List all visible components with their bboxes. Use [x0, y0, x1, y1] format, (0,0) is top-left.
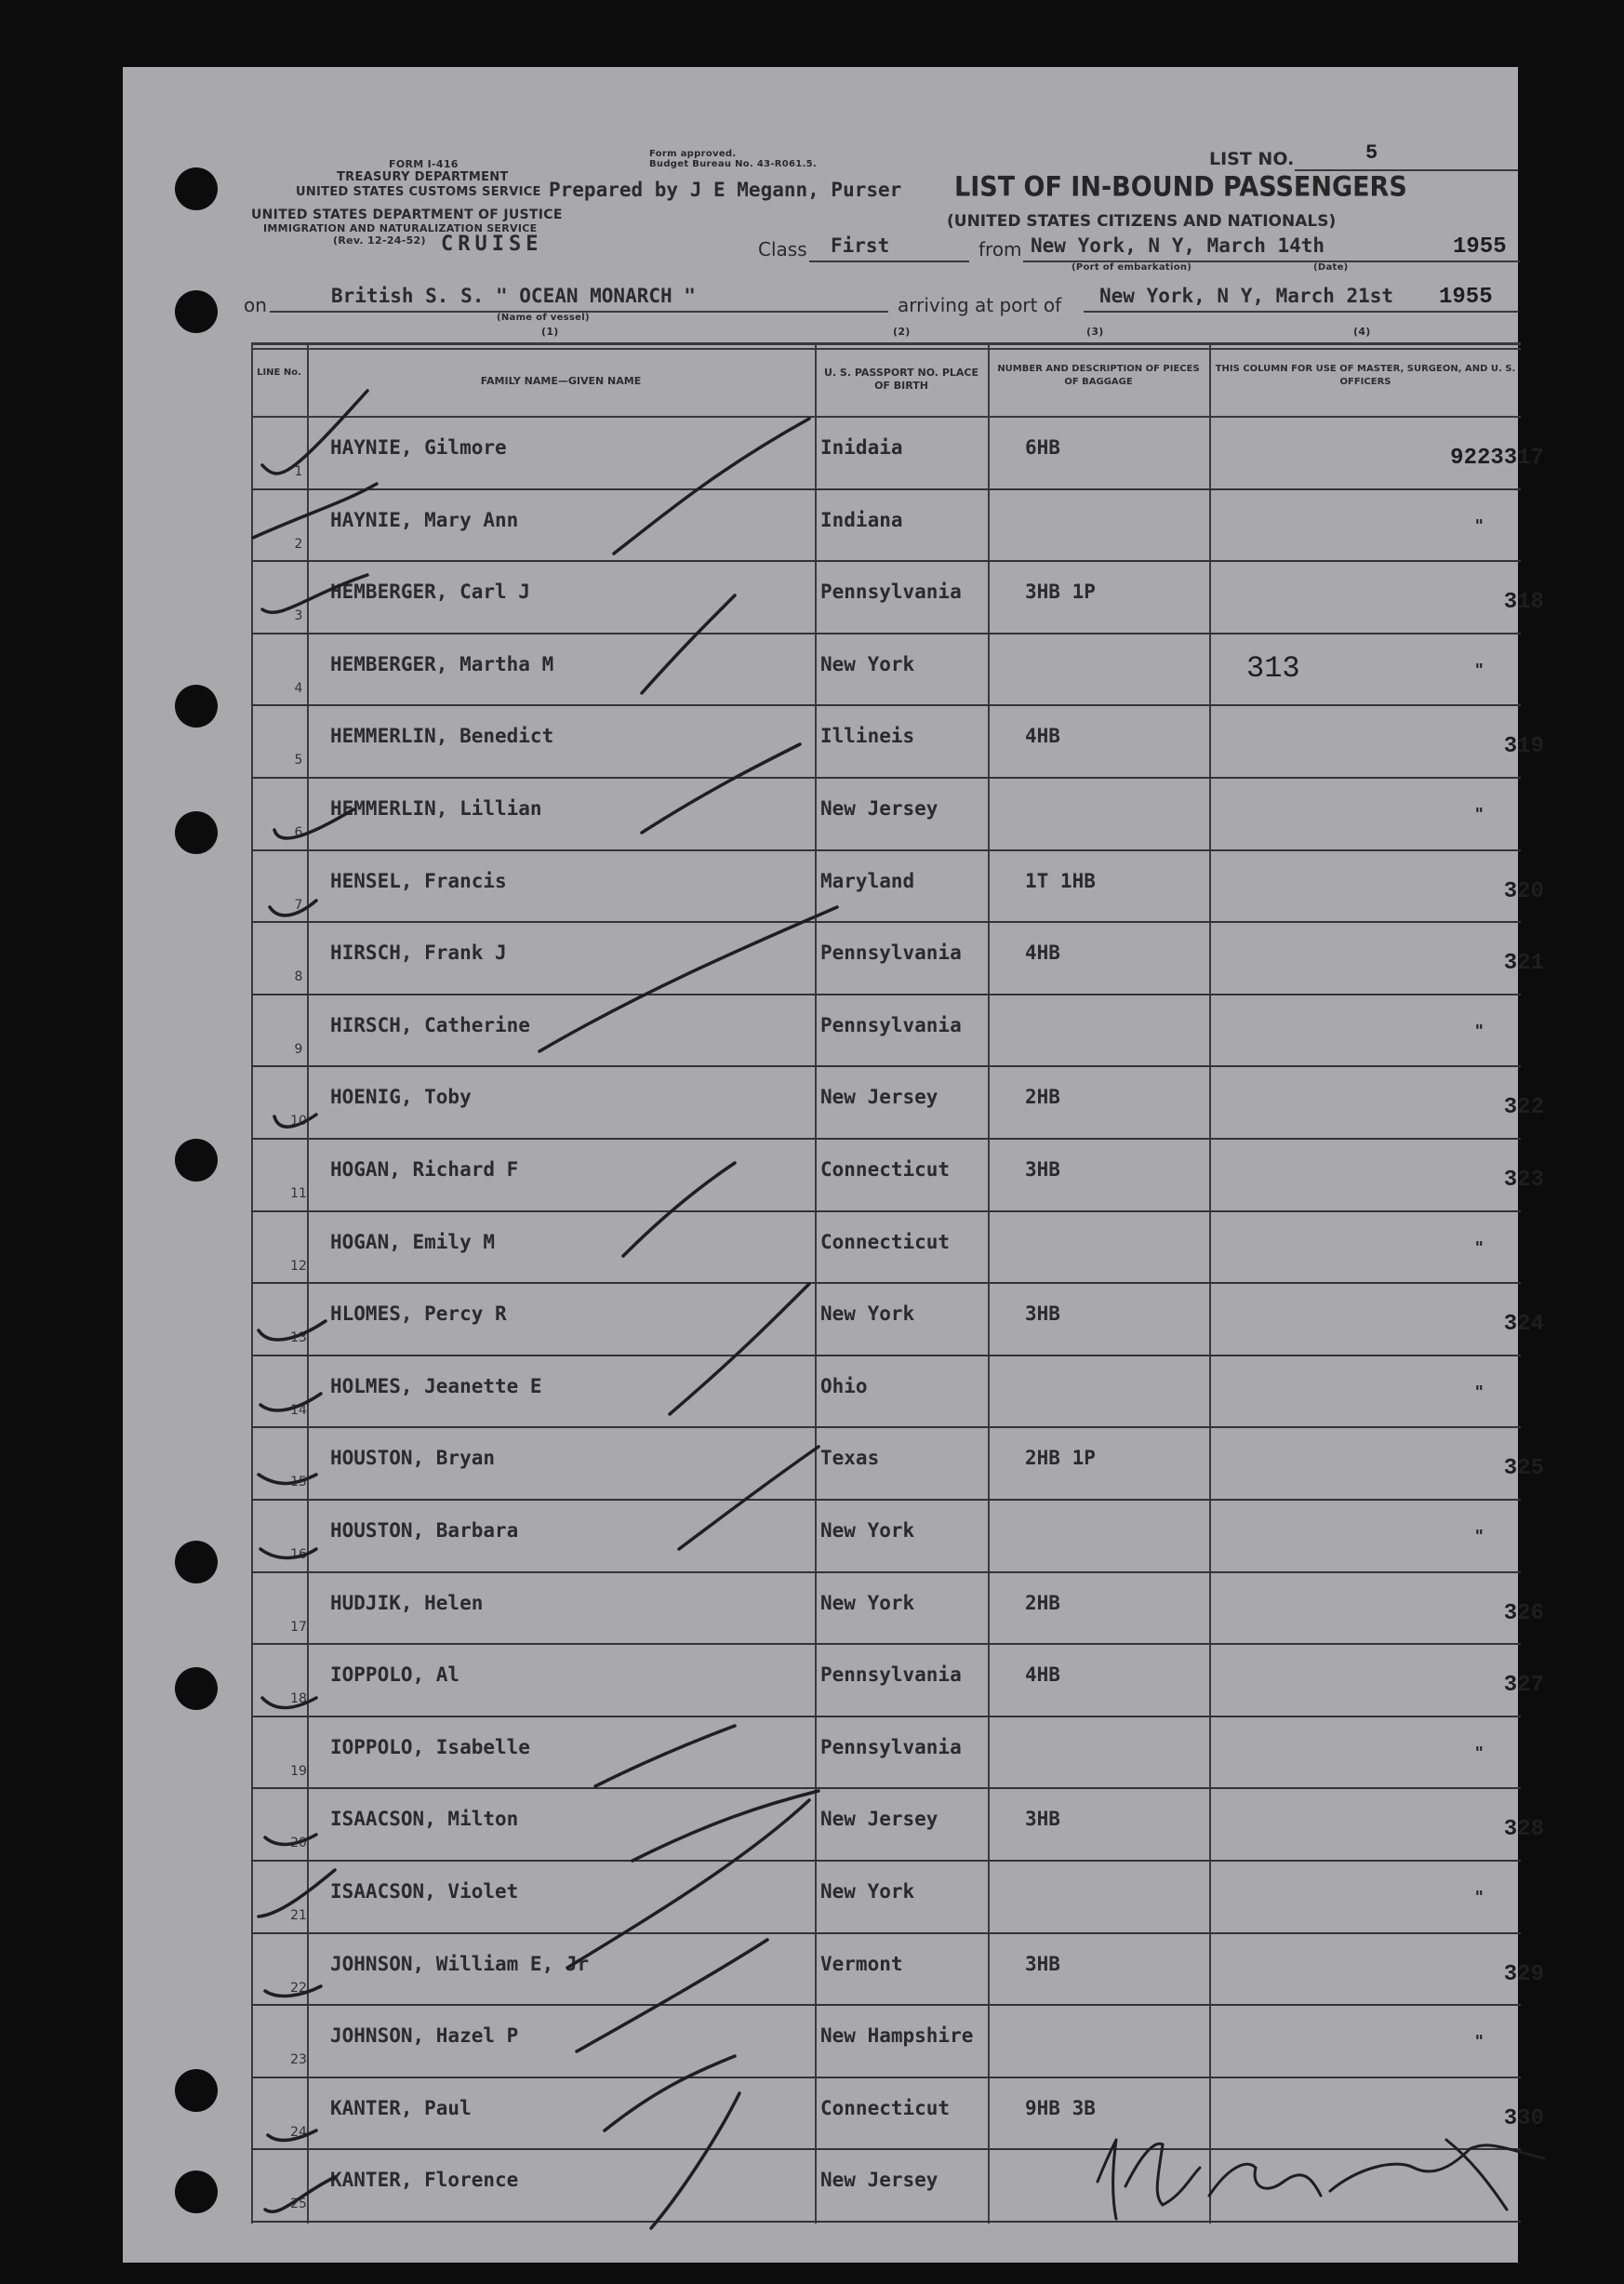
list-no-value: 5: [1365, 141, 1378, 165]
page-subtitle: (UNITED STATES CITIZENS AND NATIONALS): [947, 212, 1337, 231]
officer-number: 330: [1503, 2105, 1544, 2131]
passenger-name: HOUSTON, Barbara: [330, 1519, 519, 1542]
baggage-description: 2HB 1P: [1025, 1447, 1096, 1470]
form-number: FORM I-416: [389, 158, 459, 170]
baggage-description: 2HB: [1025, 1591, 1060, 1614]
baggage-description: 3HB 1P: [1025, 581, 1096, 604]
line-number: 2: [294, 536, 303, 552]
passenger-name: HEMBERGER, Martha M: [330, 652, 554, 675]
col-header-line-no: LINE No.: [257, 367, 301, 378]
place-of-birth: Pennsylvania: [820, 1013, 962, 1036]
place-of-birth: New York: [820, 1880, 915, 1903]
place-of-birth: Texas: [820, 1447, 880, 1470]
baggage-description: 4HB: [1025, 725, 1060, 748]
passenger-name: HAYNIE, Mary Ann: [330, 508, 519, 531]
officer-number: 327: [1503, 1673, 1544, 1699]
col-header-officers: THIS COLUMN FOR USE OF MASTER, SURGEON, AND U. S. OFFICERS: [1215, 364, 1516, 387]
baggage-description: 3HB: [1025, 1158, 1060, 1181]
line-number: 4: [294, 680, 303, 696]
vessel-caption: (Name of vessel): [497, 313, 590, 323]
ditto-mark: ": [1474, 805, 1484, 824]
on-label: on: [244, 294, 267, 316]
passenger-name: HOENIG, Toby: [330, 1086, 472, 1109]
passenger-name: IOPPOLO, Isabelle: [330, 1735, 530, 1758]
line-number: 3: [294, 608, 303, 624]
ditto-mark: ": [1474, 515, 1484, 536]
passenger-name: HIRSCH, Catherine: [330, 1013, 530, 1036]
passenger-name: HEMBERGER, Carl J: [330, 581, 530, 604]
year-arrival: 1955: [1439, 285, 1493, 310]
class-value: First: [831, 234, 890, 257]
ditto-mark: ": [1474, 1743, 1484, 1763]
passenger-name: HENSEL, Francis: [330, 869, 507, 892]
customs-service: UNITED STATES CUSTOMS SERVICE: [296, 185, 541, 199]
vessel-name: British S. S. " OCEAN MONARCH ": [331, 285, 696, 307]
officer-number: 319: [1503, 734, 1544, 760]
line-number: 21: [290, 1908, 307, 1923]
arriving-label: arriving at port of: [898, 294, 1062, 316]
place-of-birth: Connecticut: [820, 1158, 951, 1181]
line-number: 8: [294, 969, 303, 985]
line-number: 5: [294, 753, 303, 768]
passenger-name: JOHNSON, Hazel P: [330, 2024, 519, 2048]
passenger-name: HOGAN, Emily M: [330, 1230, 496, 1253]
place-of-birth: New Jersey: [820, 1086, 938, 1109]
ditto-mark: ": [1474, 1237, 1484, 1258]
place-of-birth: New Hampshire: [820, 2024, 974, 2048]
passenger-name: HOUSTON, Bryan: [330, 1447, 496, 1470]
officer-number: 328: [1503, 1817, 1544, 1843]
officer-number: 329: [1503, 1961, 1544, 1987]
signature-icon: [1098, 2140, 1544, 2219]
place-of-birth: Pennsylvania: [820, 581, 962, 604]
ditto-mark: ": [1474, 1888, 1484, 1907]
arriving-value: New York, N Y, March 21st: [1099, 285, 1394, 307]
ditto-mark: ": [1474, 1527, 1484, 1546]
baggage-description: 3HB: [1025, 1302, 1060, 1326]
ditto-mark: ": [1474, 1382, 1484, 1402]
col-header-passport: U. S. PASSPORT NO. PLACE OF BIRTH: [823, 367, 978, 392]
baggage-description: 9HB 3B: [1025, 2096, 1096, 2119]
line-number: 18: [290, 1691, 307, 1707]
col1-number: (1): [541, 326, 559, 338]
line-number: 13: [290, 1330, 307, 1346]
baggage-description: 6HB: [1025, 436, 1060, 459]
line-number: 9: [294, 1041, 303, 1057]
passenger-name: HOLMES, Jeanette E: [330, 1374, 542, 1397]
page-title: LIST OF IN-BOUND PASSENGERS: [954, 171, 1407, 204]
line-number: 6: [294, 825, 303, 840]
passenger-name: HEMMERLIN, Lillian: [330, 797, 542, 820]
place-of-birth: Connecticut: [820, 1230, 951, 1253]
col3-number: (3): [1086, 326, 1104, 338]
col4-number: (4): [1353, 326, 1371, 338]
baggage-description: 3HB: [1025, 1952, 1060, 1975]
officer-number: 325: [1503, 1456, 1544, 1482]
baggage-description: 4HB: [1025, 942, 1060, 965]
passenger-name: HLOMES, Percy R: [330, 1302, 507, 1326]
place-of-birth: Pennsylvania: [820, 1663, 962, 1687]
officer-number: 323: [1503, 1168, 1544, 1193]
line-number: 16: [290, 1547, 307, 1562]
passenger-name: JOHNSON, William E, Jr: [330, 1952, 590, 1975]
budget-bureau: Budget Bureau No. 43-R061.5.: [649, 159, 818, 169]
officer-number: 320: [1503, 878, 1544, 904]
line-number: 22: [290, 1980, 307, 1996]
officer-number: 324: [1503, 1312, 1544, 1338]
passenger-name: HIRSCH, Frank J: [330, 942, 507, 965]
officer-number: 9223317: [1450, 446, 1544, 471]
port-caption: (Port of embarkation): [1072, 262, 1192, 273]
place-of-birth: New Jersey: [820, 797, 938, 820]
line-number: 12: [290, 1258, 307, 1274]
col-header-baggage: NUMBER AND DESCRIPTION OF PIECES OF BAGGAGE: [997, 364, 1200, 387]
line-number: 10: [290, 1114, 307, 1129]
date-caption: (Date): [1313, 262, 1349, 273]
line-number: 24: [290, 2124, 307, 2140]
line-number: 20: [290, 1836, 307, 1851]
class-label: Class: [758, 238, 807, 260]
line-number: 7: [294, 897, 303, 913]
passenger-name: HUDJIK, Helen: [330, 1591, 484, 1614]
baggage-description: 4HB: [1025, 1663, 1060, 1687]
passenger-name: HEMMERLIN, Benedict: [330, 725, 554, 748]
line-number: 1: [294, 464, 303, 479]
from-label: from: [978, 238, 1022, 260]
passenger-name: IOPPOLO, Al: [330, 1663, 460, 1687]
officer-number: 318: [1503, 590, 1544, 616]
passenger-name: HAYNIE, Gilmore: [330, 436, 507, 459]
form-approved: Form approved.: [649, 149, 737, 159]
treasury-department: TREASURY DEPARTMENT: [337, 170, 509, 184]
officer-number: 321: [1503, 951, 1544, 977]
line-number: 23: [290, 2052, 307, 2068]
passenger-name: HOGAN, Richard F: [330, 1158, 519, 1181]
place-of-birth: Ohio: [820, 1374, 868, 1397]
revision-date: (Rev. 12-24-52): [333, 234, 426, 247]
baggage-description: 1T 1HB: [1025, 869, 1096, 892]
year-embarkation: 1955: [1453, 234, 1507, 260]
place-of-birth: Indiana: [820, 508, 903, 531]
line-number: 11: [290, 1186, 307, 1201]
place-of-birth: Vermont: [820, 1952, 903, 1975]
prepared-by: Prepared by J E Megann, Purser: [549, 179, 902, 201]
immigration-service: IMMIGRATION AND NATURALIZATION SERVICE: [263, 222, 538, 234]
ditto-mark: ": [1474, 660, 1484, 680]
place-of-birth: New York: [820, 1302, 915, 1326]
place-of-birth: New York: [820, 1591, 915, 1614]
col-header-name: FAMILY NAME—GIVEN NAME: [480, 375, 642, 387]
department-of-justice: UNITED STATES DEPARTMENT OF JUSTICE: [251, 207, 563, 222]
col2-number: (2): [893, 326, 911, 338]
place-of-birth: New York: [820, 652, 915, 675]
place-of-birth: Connecticut: [820, 2096, 951, 2119]
baggage-description: 2HB: [1025, 1086, 1060, 1109]
place-of-birth: Pennsylvania: [820, 1735, 962, 1758]
place-of-birth: Pennsylvania: [820, 942, 962, 965]
line-number: 14: [290, 1402, 307, 1418]
ditto-mark: ": [1474, 1021, 1484, 1041]
place-of-birth: Inidaia: [820, 436, 903, 459]
margin-note: 313: [1246, 651, 1300, 686]
cruise-label: CRUISE: [441, 233, 543, 256]
place-of-birth: New York: [820, 1519, 915, 1542]
baggage-description: 3HB: [1025, 1808, 1060, 1831]
line-number: 19: [290, 1763, 307, 1779]
officer-number: 326: [1503, 1600, 1544, 1626]
place-of-birth: Illineis: [820, 725, 915, 748]
passenger-name: KANTER, Florence: [330, 2169, 519, 2192]
line-number: 25: [290, 2197, 307, 2212]
ditto-mark: ": [1474, 2032, 1484, 2052]
place-of-birth: New Jersey: [820, 2169, 938, 2192]
officer-number: 322: [1503, 1095, 1544, 1121]
passenger-name: ISAACSON, Milton: [330, 1808, 519, 1831]
place-of-birth: New Jersey: [820, 1808, 938, 1831]
from-value: New York, N Y, March 14th: [1031, 234, 1325, 257]
passenger-name: KANTER, Paul: [330, 2096, 472, 2119]
list-no-label: LIST NO.: [1209, 149, 1295, 169]
line-number: 15: [290, 1475, 307, 1490]
place-of-birth: Maryland: [820, 869, 915, 892]
line-number: 17: [290, 1619, 307, 1635]
passenger-name: ISAACSON, Violet: [330, 1880, 519, 1903]
